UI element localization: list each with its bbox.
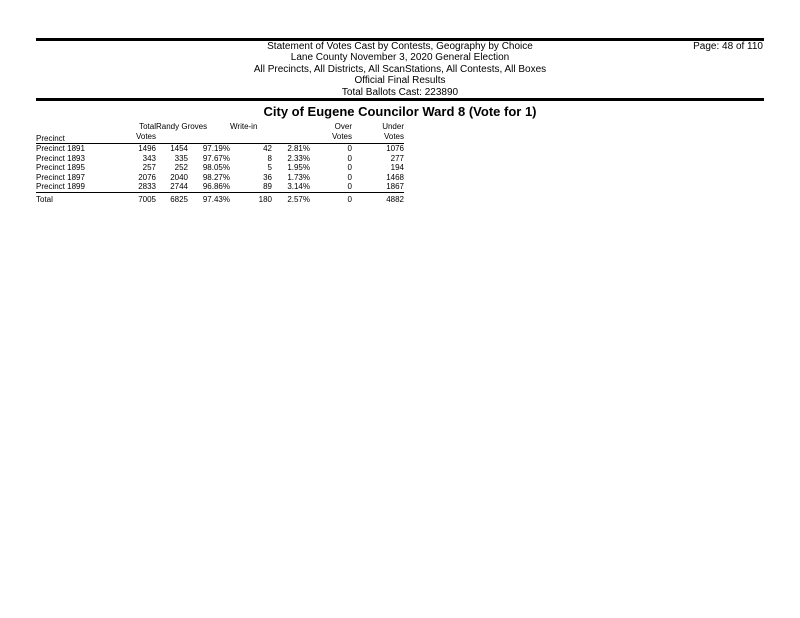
write-in-votes-cell: 36 <box>263 172 272 182</box>
candidate-votes-cell: 2040 <box>170 172 188 182</box>
total-votes-cell: 2076 <box>138 172 156 182</box>
candidate-votes-cell: 335 <box>174 153 188 163</box>
header-total-votes-line1: Total <box>139 122 156 131</box>
candidate-pct-cell: 98.27% <box>202 172 230 182</box>
under-votes-cell: 4882 <box>386 194 404 204</box>
over-votes-cell: 0 <box>347 172 352 182</box>
header-candidate-underline <box>156 132 230 144</box>
candidate-pct-cell: 98.05% <box>202 163 230 172</box>
contest-title: City of Eugene Councilor Ward 8 (Vote for 1) <box>263 104 537 119</box>
report-header-line-2: Lane County November 3, 2020 General Election <box>290 52 510 64</box>
write-in-votes-cell: 180 <box>258 194 272 204</box>
header-over-votes-line1: Over <box>334 122 352 131</box>
under-votes-cell: 277 <box>390 153 404 163</box>
report-header-line-1: Statement of Votes Cast by Contests, Geography by Choice <box>267 41 533 52</box>
write-in-votes-cell: 42 <box>263 144 272 153</box>
over-votes-cell: 0 <box>347 144 352 153</box>
candidate-votes-cell: 252 <box>174 163 188 172</box>
write-in-votes-cell: 89 <box>230 182 272 192</box>
header-write-in: Write-in <box>230 122 258 131</box>
write-in-pct-cell: 2.81% <box>287 144 310 153</box>
total-votes-cell: 2833 <box>104 182 156 192</box>
report-header <box>0 41 800 98</box>
total-votes-cell: 257 <box>142 163 156 172</box>
table-total-row <box>36 192 404 204</box>
header-precinct: Precinct <box>36 122 104 144</box>
table-row <box>36 144 404 154</box>
write-in-pct-cell: 2.33% <box>287 153 310 163</box>
candidate-votes-cell: 1454 <box>170 144 188 153</box>
over-votes-cell: 0 <box>310 182 352 192</box>
over-votes-cell: 0 <box>347 163 352 172</box>
table-row <box>36 182 404 192</box>
write-in-pct-cell: 3.14% <box>272 182 310 192</box>
candidate-pct-cell: 97.19% <box>202 144 230 153</box>
table-row <box>36 173 404 183</box>
header-total-votes-line2: Votes <box>104 132 156 144</box>
precinct-cell: Precinct 1895 <box>36 163 85 172</box>
write-in-votes-cell: 8 <box>267 153 272 163</box>
header-under-votes-line1: Under <box>382 122 404 131</box>
candidate-votes-cell: 2744 <box>156 182 188 192</box>
over-votes-cell: 0 <box>347 153 352 163</box>
results-table <box>36 122 404 204</box>
under-votes-cell: 194 <box>390 163 404 172</box>
precinct-cell: Precinct 1899 <box>36 182 104 192</box>
candidate-pct-cell: 96.86% <box>188 182 230 192</box>
header-under-votes-line2: Votes <box>352 132 404 144</box>
table-row <box>36 154 404 164</box>
precinct-cell: Precinct 1897 <box>36 172 85 182</box>
under-votes-cell: 1468 <box>386 172 404 182</box>
candidate-votes-cell: 6825 <box>170 194 188 204</box>
report-header-line-4: Official Final Results <box>354 75 446 87</box>
candidate-pct-cell: 97.67% <box>202 153 230 163</box>
total-votes-cell: 1496 <box>138 144 156 153</box>
report-header-line-5: Total Ballots Cast: 223890 <box>341 86 459 98</box>
page-number: Page: 48 of 110 <box>693 41 763 52</box>
write-in-pct-cell: 1.95% <box>287 163 310 172</box>
total-label-cell: Total <box>36 194 53 204</box>
total-votes-cell: 343 <box>142 153 156 163</box>
report-header-line-3: All Precincts, All Districts, All ScanStations, All Contests, All Boxes <box>253 63 547 75</box>
total-votes-cell: 7005 <box>138 194 156 204</box>
write-in-pct-cell: 2.57% <box>287 194 310 204</box>
mid-horizontal-rule <box>36 98 764 101</box>
precinct-cell: Precinct 1893 <box>36 153 85 163</box>
over-votes-cell: 0 <box>347 194 352 204</box>
under-votes-cell: 1867 <box>352 182 404 192</box>
write-in-pct-cell: 1.73% <box>287 172 310 182</box>
table-row <box>36 163 404 173</box>
header-candidate-name: Randy Groves <box>156 122 208 131</box>
precinct-cell: Precinct 1891 <box>36 144 85 153</box>
header-over-votes-line2: Votes <box>310 132 352 144</box>
table-header-row-top <box>36 122 404 132</box>
under-votes-cell: 1076 <box>386 144 404 153</box>
header-write-in-underline <box>230 132 310 144</box>
candidate-pct-cell: 97.43% <box>202 194 230 204</box>
write-in-votes-cell: 5 <box>267 163 272 172</box>
